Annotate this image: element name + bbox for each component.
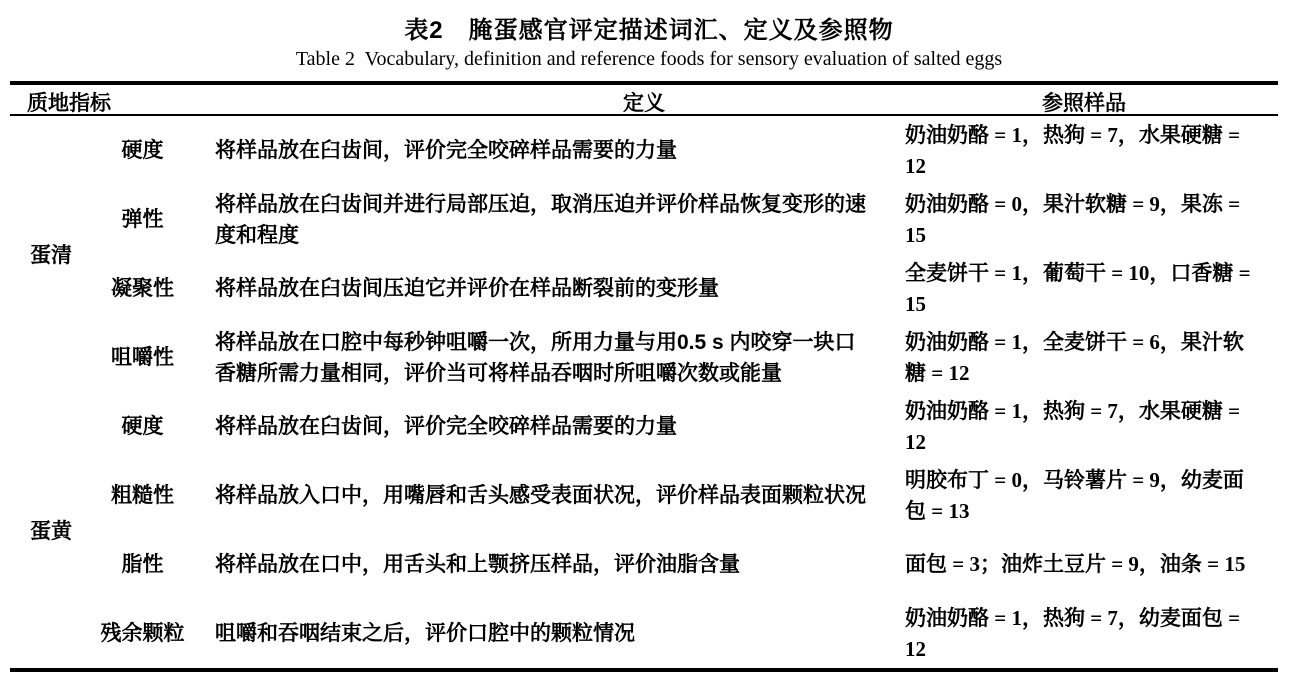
table-row <box>80 323 1278 392</box>
sensory-evaluation-table <box>10 81 1278 672</box>
cell-definition: 将样品放在臼齿间，评价完全咬碎样品需要的力量 <box>215 139 677 162</box>
cell-indicator: 脂性 <box>121 553 164 576</box>
table-row <box>80 599 1278 668</box>
cell-definition: 咀嚼和吞咽结束之后，评价口腔中的颗粒情况 <box>215 622 635 645</box>
table-row <box>80 530 1278 599</box>
table-row <box>80 116 1278 185</box>
cell-indicator: 咀嚼性 <box>111 346 174 369</box>
cell-definition: 将样品放在臼齿间压迫它并评价在样品断裂前的变形量 <box>215 277 719 300</box>
cell-reference: 奶油奶酪 = 1，全麦饼干 = 6，果汁软糖 = 12 <box>905 329 1244 385</box>
cell-reference: 全麦饼干 = 1，葡萄干 = 10，口香糖 = 15 <box>905 260 1251 316</box>
cell-reference: 奶油奶酪 = 0，果汁软糖 = 9，果冻 = 15 <box>905 191 1241 247</box>
cell-reference: 奶油奶酪 = 1，热狗 = 7，幼麦面包 = 12 <box>905 605 1241 661</box>
group-rows <box>80 392 1278 668</box>
cell-reference: 奶油奶酪 = 1，热狗 = 7，水果硬糖 = 12 <box>905 398 1241 454</box>
table-group <box>10 392 1278 668</box>
cell-reference: 奶油奶酪 = 1，热狗 = 7，水果硬糖 = 12 <box>905 122 1241 178</box>
table-row <box>80 392 1278 461</box>
table-title-en: Table 2 Vocabulary, definition and reference foods for sensory evaluation of salted eggs <box>295 48 1003 70</box>
cell-definition: 将样品放入口中，用嘴唇和舌头感受表面状况，评价样品表面颗粒状况 <box>215 484 866 507</box>
cell-indicator: 凝聚性 <box>111 277 174 300</box>
cell-definition: 将样品放在臼齿间并进行局部压迫，取消压迫并评价样品恢复变形的速度和程度 <box>215 192 866 247</box>
cell-definition: 将样品放在臼齿间，评价完全咬碎样品需要的力量 <box>215 415 677 438</box>
table-body <box>10 116 1278 668</box>
header-texture-indicator: 质地指标 <box>27 92 111 115</box>
cell-reference: 明胶布丁 = 0，马铃薯片 = 9，幼麦面包 = 13 <box>905 467 1244 523</box>
cell-indicator: 粗糙性 <box>111 484 174 507</box>
group-label: 蛋清 <box>30 244 72 267</box>
group-rows <box>80 116 1278 392</box>
cell-definition: 将样品放在口中，用舌头和上颚挤压样品，评价油脂含量 <box>215 553 740 576</box>
header-definition: 定义 <box>623 92 665 115</box>
cell-definition: 将样品放在口腔中每秒钟咀嚼一次，所用力量与用0.5 s 内咬穿一块口香糖所需力量相同，评价当可将样品吞咽时所咀嚼次数或能量 <box>215 330 856 385</box>
cell-indicator: 硬度 <box>121 415 164 438</box>
table-row <box>80 461 1278 530</box>
table-row <box>80 254 1278 323</box>
cell-reference: 面包 = 3；油炸土豆片 = 9，油条 = 15 <box>905 552 1246 576</box>
cell-indicator: 硬度 <box>121 139 164 162</box>
table-row <box>80 185 1278 254</box>
table-title-zh: 表2 腌蛋感官评定描述词汇、定义及参照物 <box>404 17 894 44</box>
table-header-row <box>10 85 1278 116</box>
header-reference-sample: 参照样品 <box>1042 92 1126 115</box>
table-group <box>10 116 1278 392</box>
cell-indicator: 弹性 <box>121 208 164 231</box>
group-label: 蛋黄 <box>30 520 72 543</box>
cell-indicator: 残余颗粒 <box>100 622 185 645</box>
